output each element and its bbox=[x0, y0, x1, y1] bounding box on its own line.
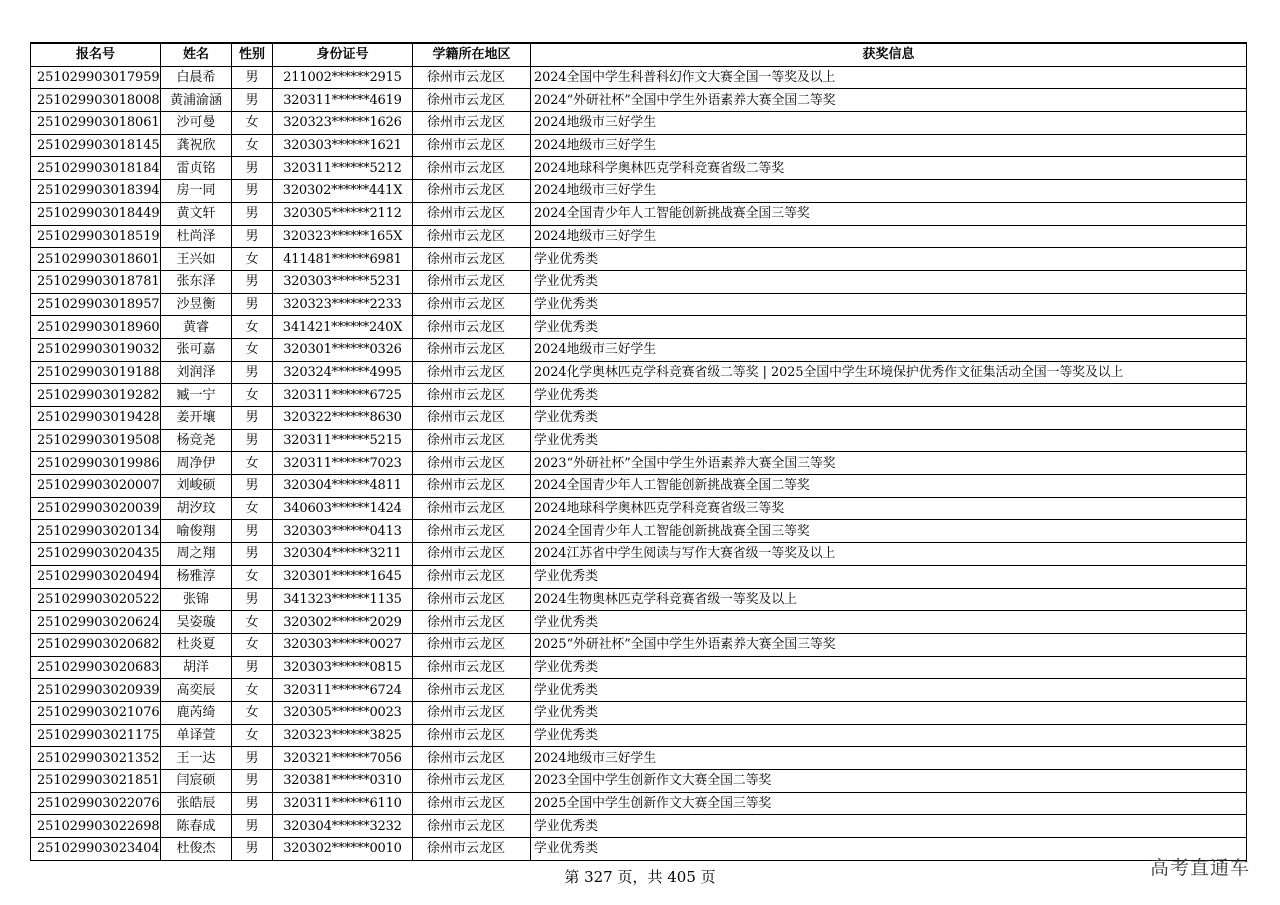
name-cell: 黄睿 bbox=[161, 316, 232, 339]
id-number-cell: 341421******240X bbox=[273, 316, 413, 339]
registration-no-cell: 251029903020007 bbox=[31, 475, 161, 498]
id-number-cell: 320303******5231 bbox=[273, 270, 413, 293]
award-info-cell: 2024地级市三好学生 bbox=[531, 180, 1247, 203]
table-row bbox=[31, 724, 1247, 747]
region-cell: 徐州市云龙区 bbox=[413, 407, 531, 430]
name-cell: 白晨希 bbox=[161, 66, 232, 89]
gender-cell: 男 bbox=[232, 66, 273, 89]
registration-no-cell: 251029903021076 bbox=[31, 701, 161, 724]
award-info-cell: 学业优秀类 bbox=[531, 429, 1247, 452]
region-cell: 徐州市云龙区 bbox=[413, 361, 531, 384]
award-info-cell: 2024全国中学生科普科幻作文大赛全国一等奖及以上 bbox=[531, 66, 1247, 89]
region-cell: 徐州市云龙区 bbox=[413, 134, 531, 157]
name-cell: 房一同 bbox=[161, 180, 232, 203]
name-cell: 姜开壤 bbox=[161, 407, 232, 430]
award-info-cell: 2024地球科学奥林匹克学科竞赛省级三等奖 bbox=[531, 497, 1247, 520]
gender-cell: 男 bbox=[232, 770, 273, 793]
table-row bbox=[31, 588, 1247, 611]
table-row bbox=[31, 225, 1247, 248]
name-cell: 龚祝欣 bbox=[161, 134, 232, 157]
region-cell: 徐州市云龙区 bbox=[413, 633, 531, 656]
registration-no-cell: 251029903018957 bbox=[31, 293, 161, 316]
region-cell: 徐州市云龙区 bbox=[413, 724, 531, 747]
table-row bbox=[31, 180, 1247, 203]
table-row bbox=[31, 293, 1247, 316]
name-cell: 雷贞铭 bbox=[161, 157, 232, 180]
name-cell: 黄文轩 bbox=[161, 202, 232, 225]
id-number-cell: 320323******3825 bbox=[273, 724, 413, 747]
award-info-cell: 2024地级市三好学生 bbox=[531, 747, 1247, 770]
region-cell: 徐州市云龙区 bbox=[413, 611, 531, 634]
name-cell: 高奕辰 bbox=[161, 679, 232, 702]
name-cell: 沙可曼 bbox=[161, 112, 232, 135]
region-cell: 徐州市云龙区 bbox=[413, 293, 531, 316]
award-info-cell: 2024生物奥林匹克学科竞赛省级一等奖及以上 bbox=[531, 588, 1247, 611]
header-registration-no: 报名号 bbox=[31, 43, 161, 66]
gender-cell: 男 bbox=[232, 838, 273, 861]
gender-cell: 男 bbox=[232, 225, 273, 248]
registration-no-cell: 251029903023404 bbox=[31, 838, 161, 861]
award-info-cell: 学业优秀类 bbox=[531, 316, 1247, 339]
header-id-number: 身份证号 bbox=[273, 43, 413, 66]
table-row bbox=[31, 815, 1247, 838]
registration-no-cell: 251029903018008 bbox=[31, 89, 161, 112]
gender-cell: 女 bbox=[232, 338, 273, 361]
id-number-cell: 320324******4995 bbox=[273, 361, 413, 384]
gender-cell: 女 bbox=[232, 701, 273, 724]
table-row bbox=[31, 679, 1247, 702]
region-cell: 徐州市云龙区 bbox=[413, 497, 531, 520]
region-cell: 徐州市云龙区 bbox=[413, 157, 531, 180]
name-cell: 杜炎夏 bbox=[161, 633, 232, 656]
gender-cell: 男 bbox=[232, 157, 273, 180]
award-info-cell: 学业优秀类 bbox=[531, 384, 1247, 407]
table-row bbox=[31, 89, 1247, 112]
registration-no-cell: 251029903018519 bbox=[31, 225, 161, 248]
name-cell: 陈春成 bbox=[161, 815, 232, 838]
region-cell: 徐州市云龙区 bbox=[413, 701, 531, 724]
region-cell: 徐州市云龙区 bbox=[413, 429, 531, 452]
id-number-cell: 320311******5212 bbox=[273, 157, 413, 180]
gender-cell: 男 bbox=[232, 475, 273, 498]
name-cell: 单译萱 bbox=[161, 724, 232, 747]
gender-cell: 女 bbox=[232, 112, 273, 135]
id-number-cell: 320305******2112 bbox=[273, 202, 413, 225]
id-number-cell: 320304******4811 bbox=[273, 475, 413, 498]
table-row bbox=[31, 520, 1247, 543]
region-cell: 徐州市云龙区 bbox=[413, 338, 531, 361]
region-cell: 徐州市云龙区 bbox=[413, 588, 531, 611]
region-cell: 徐州市云龙区 bbox=[413, 770, 531, 793]
registration-no-cell: 251029903019986 bbox=[31, 452, 161, 475]
table-row bbox=[31, 838, 1247, 861]
name-cell: 张锦 bbox=[161, 588, 232, 611]
awards-table bbox=[30, 42, 1247, 861]
gender-cell: 男 bbox=[232, 89, 273, 112]
name-cell: 杜俊杰 bbox=[161, 838, 232, 861]
id-number-cell: 320302******2029 bbox=[273, 611, 413, 634]
name-cell: 杨雅淳 bbox=[161, 565, 232, 588]
header-region: 学籍所在地区 bbox=[413, 43, 531, 66]
registration-no-cell: 251029903021175 bbox=[31, 724, 161, 747]
region-cell: 徐州市云龙区 bbox=[413, 543, 531, 566]
gender-cell: 男 bbox=[232, 293, 273, 316]
registration-no-cell: 251029903020683 bbox=[31, 656, 161, 679]
registration-no-cell: 251029903020039 bbox=[31, 497, 161, 520]
table-row bbox=[31, 633, 1247, 656]
id-number-cell: 340603******1424 bbox=[273, 497, 413, 520]
id-number-cell: 320301******0326 bbox=[273, 338, 413, 361]
registration-no-cell: 251029903020134 bbox=[31, 520, 161, 543]
region-cell: 徐州市云龙区 bbox=[413, 89, 531, 112]
award-info-cell: 2023“外研社杯”全国中学生外语素养大赛全国三等奖 bbox=[531, 452, 1247, 475]
header-gender: 性别 bbox=[232, 43, 273, 66]
watermark-logo-text: 高考直通车 bbox=[1149, 857, 1250, 879]
registration-no-cell: 251029903017959 bbox=[31, 66, 161, 89]
id-number-cell: 320323******2233 bbox=[273, 293, 413, 316]
table-row bbox=[31, 202, 1247, 225]
table-row bbox=[31, 270, 1247, 293]
registration-no-cell: 251029903020494 bbox=[31, 565, 161, 588]
region-cell: 徐州市云龙区 bbox=[413, 815, 531, 838]
registration-no-cell: 251029903020522 bbox=[31, 588, 161, 611]
table-row bbox=[31, 112, 1247, 135]
award-info-cell: 学业优秀类 bbox=[531, 293, 1247, 316]
name-cell: 张可嘉 bbox=[161, 338, 232, 361]
id-number-cell: 320311******7023 bbox=[273, 452, 413, 475]
award-info-cell: 2024江苏省中学生阅读与写作大赛省级一等奖及以上 bbox=[531, 543, 1247, 566]
name-cell: 杨竞尧 bbox=[161, 429, 232, 452]
table-row bbox=[31, 384, 1247, 407]
award-info-cell: 2024地级市三好学生 bbox=[531, 134, 1247, 157]
registration-no-cell: 251029903021851 bbox=[31, 770, 161, 793]
registration-no-cell: 251029903019188 bbox=[31, 361, 161, 384]
table-row bbox=[31, 66, 1247, 89]
award-info-cell: 学业优秀类 bbox=[531, 656, 1247, 679]
region-cell: 徐州市云龙区 bbox=[413, 565, 531, 588]
gender-cell: 男 bbox=[232, 202, 273, 225]
id-number-cell: 320311******5215 bbox=[273, 429, 413, 452]
award-info-cell: 学业优秀类 bbox=[531, 815, 1247, 838]
gender-cell: 女 bbox=[232, 633, 273, 656]
registration-no-cell: 251029903022698 bbox=[31, 815, 161, 838]
name-cell: 张皓辰 bbox=[161, 792, 232, 815]
gender-cell: 男 bbox=[232, 361, 273, 384]
award-info-cell: 2025“外研社杯”全国中学生外语素养大赛全国三等奖 bbox=[531, 633, 1247, 656]
id-number-cell: 411481******6981 bbox=[273, 248, 413, 271]
gender-cell: 男 bbox=[232, 429, 273, 452]
award-info-cell: 学业优秀类 bbox=[531, 248, 1247, 271]
region-cell: 徐州市云龙区 bbox=[413, 384, 531, 407]
name-cell: 沙昱衡 bbox=[161, 293, 232, 316]
registration-no-cell: 251029903018061 bbox=[31, 112, 161, 135]
region-cell: 徐州市云龙区 bbox=[413, 202, 531, 225]
name-cell: 王一达 bbox=[161, 747, 232, 770]
table-row bbox=[31, 611, 1247, 634]
award-info-cell: 2025全国中学生创新作文大赛全国三等奖 bbox=[531, 792, 1247, 815]
name-cell: 刘润泽 bbox=[161, 361, 232, 384]
gender-cell: 女 bbox=[232, 724, 273, 747]
id-number-cell: 320323******1626 bbox=[273, 112, 413, 135]
gender-cell: 女 bbox=[232, 679, 273, 702]
id-number-cell: 320303******0815 bbox=[273, 656, 413, 679]
table-row bbox=[31, 248, 1247, 271]
table-row bbox=[31, 747, 1247, 770]
id-number-cell: 320311******4619 bbox=[273, 89, 413, 112]
region-cell: 徐州市云龙区 bbox=[413, 248, 531, 271]
registration-no-cell: 251029903018449 bbox=[31, 202, 161, 225]
award-info-cell: 2024全国青少年人工智能创新挑战赛全国三等奖 bbox=[531, 520, 1247, 543]
registration-no-cell: 251029903020435 bbox=[31, 543, 161, 566]
region-cell: 徐州市云龙区 bbox=[413, 792, 531, 815]
name-cell: 鹿芮绮 bbox=[161, 701, 232, 724]
id-number-cell: 320302******0010 bbox=[273, 838, 413, 861]
region-cell: 徐州市云龙区 bbox=[413, 270, 531, 293]
table-row bbox=[31, 338, 1247, 361]
name-cell: 胡汐玟 bbox=[161, 497, 232, 520]
name-cell: 张东泽 bbox=[161, 270, 232, 293]
gender-cell: 女 bbox=[232, 248, 273, 271]
award-info-cell: 2024地级市三好学生 bbox=[531, 338, 1247, 361]
registration-no-cell: 251029903018781 bbox=[31, 270, 161, 293]
id-number-cell: 320321******7056 bbox=[273, 747, 413, 770]
name-cell: 吴姿璇 bbox=[161, 611, 232, 634]
table-body bbox=[31, 66, 1247, 860]
name-cell: 胡洋 bbox=[161, 656, 232, 679]
table-row bbox=[31, 701, 1247, 724]
name-cell: 黄浦渝涵 bbox=[161, 89, 232, 112]
registration-no-cell: 251029903019508 bbox=[31, 429, 161, 452]
region-cell: 徐州市云龙区 bbox=[413, 225, 531, 248]
table-row bbox=[31, 497, 1247, 520]
registration-no-cell: 251029903022076 bbox=[31, 792, 161, 815]
registration-no-cell: 251029903020939 bbox=[31, 679, 161, 702]
award-info-cell: 2024“外研社杯”全国中学生外语素养大赛全国二等奖 bbox=[531, 89, 1247, 112]
registration-no-cell: 251029903018601 bbox=[31, 248, 161, 271]
gender-cell: 男 bbox=[232, 180, 273, 203]
gender-cell: 女 bbox=[232, 452, 273, 475]
gender-cell: 女 bbox=[232, 565, 273, 588]
id-number-cell: 320301******1645 bbox=[273, 565, 413, 588]
table-row bbox=[31, 316, 1247, 339]
id-number-cell: 320311******6725 bbox=[273, 384, 413, 407]
gender-cell: 男 bbox=[232, 815, 273, 838]
id-number-cell: 320304******3211 bbox=[273, 543, 413, 566]
gender-cell: 女 bbox=[232, 316, 273, 339]
name-cell: 刘峻硕 bbox=[161, 475, 232, 498]
header-name: 姓名 bbox=[161, 43, 232, 66]
gender-cell: 男 bbox=[232, 792, 273, 815]
table-row bbox=[31, 792, 1247, 815]
region-cell: 徐州市云龙区 bbox=[413, 747, 531, 770]
region-cell: 徐州市云龙区 bbox=[413, 475, 531, 498]
id-number-cell: 320311******6110 bbox=[273, 792, 413, 815]
id-number-cell: 320304******3232 bbox=[273, 815, 413, 838]
region-cell: 徐州市云龙区 bbox=[413, 838, 531, 861]
id-number-cell: 320303******1621 bbox=[273, 134, 413, 157]
table-header-row bbox=[31, 43, 1247, 66]
table-row bbox=[31, 361, 1247, 384]
gender-cell: 男 bbox=[232, 520, 273, 543]
gender-cell: 男 bbox=[232, 747, 273, 770]
award-info-cell: 学业优秀类 bbox=[531, 407, 1247, 430]
gender-cell: 男 bbox=[232, 588, 273, 611]
award-info-cell: 2024化学奥林匹克学科竞赛省级二等奖 | 2025全国中学生环境保护优秀作文征集活动全国一等奖及以上 bbox=[531, 361, 1247, 384]
registration-no-cell: 251029903018394 bbox=[31, 180, 161, 203]
table-row bbox=[31, 134, 1247, 157]
id-number-cell: 320323******165X bbox=[273, 225, 413, 248]
table-row bbox=[31, 565, 1247, 588]
region-cell: 徐州市云龙区 bbox=[413, 520, 531, 543]
page-number: 第 327 页，共 405 页 bbox=[564, 868, 716, 886]
gender-cell: 女 bbox=[232, 384, 273, 407]
award-info-cell: 2024地级市三好学生 bbox=[531, 112, 1247, 135]
id-number-cell: 320305******0023 bbox=[273, 701, 413, 724]
id-number-cell: 320302******441X bbox=[273, 180, 413, 203]
region-cell: 徐州市云龙区 bbox=[413, 180, 531, 203]
table-row bbox=[31, 543, 1247, 566]
gender-cell: 男 bbox=[232, 407, 273, 430]
region-cell: 徐州市云龙区 bbox=[413, 112, 531, 135]
award-info-cell: 2024全国青少年人工智能创新挑战赛全国三等奖 bbox=[531, 202, 1247, 225]
registration-no-cell: 251029903019282 bbox=[31, 384, 161, 407]
id-number-cell: 320381******0310 bbox=[273, 770, 413, 793]
id-number-cell: 320311******6724 bbox=[273, 679, 413, 702]
award-info-cell: 2024全国青少年人工智能创新挑战赛全国二等奖 bbox=[531, 475, 1247, 498]
region-cell: 徐州市云龙区 bbox=[413, 656, 531, 679]
registration-no-cell: 251029903021352 bbox=[31, 747, 161, 770]
region-cell: 徐州市云龙区 bbox=[413, 452, 531, 475]
id-number-cell: 211002******2915 bbox=[273, 66, 413, 89]
table-row bbox=[31, 475, 1247, 498]
header-award-info: 获奖信息 bbox=[531, 43, 1247, 66]
registration-no-cell: 251029903018145 bbox=[31, 134, 161, 157]
award-info-cell: 学业优秀类 bbox=[531, 270, 1247, 293]
award-info-cell: 学业优秀类 bbox=[531, 565, 1247, 588]
award-info-cell: 学业优秀类 bbox=[531, 724, 1247, 747]
name-cell: 喻俊翔 bbox=[161, 520, 232, 543]
name-cell: 周净伊 bbox=[161, 452, 232, 475]
id-number-cell: 320303******0413 bbox=[273, 520, 413, 543]
registration-no-cell: 251029903018960 bbox=[31, 316, 161, 339]
award-info-cell: 2023全国中学生创新作文大赛全国二等奖 bbox=[531, 770, 1247, 793]
registration-no-cell: 251029903020682 bbox=[31, 633, 161, 656]
table-row bbox=[31, 429, 1247, 452]
table-row bbox=[31, 452, 1247, 475]
region-cell: 徐州市云龙区 bbox=[413, 316, 531, 339]
table-row bbox=[31, 157, 1247, 180]
name-cell: 闫宸硕 bbox=[161, 770, 232, 793]
gender-cell: 女 bbox=[232, 134, 273, 157]
table-row bbox=[31, 656, 1247, 679]
registration-no-cell: 251029903019428 bbox=[31, 407, 161, 430]
award-info-cell: 学业优秀类 bbox=[531, 679, 1247, 702]
region-cell: 徐州市云龙区 bbox=[413, 66, 531, 89]
gender-cell: 女 bbox=[232, 611, 273, 634]
table-row bbox=[31, 770, 1247, 793]
gender-cell: 男 bbox=[232, 543, 273, 566]
award-info-cell: 学业优秀类 bbox=[531, 701, 1247, 724]
id-number-cell: 320322******8630 bbox=[273, 407, 413, 430]
registration-no-cell: 251029903019032 bbox=[31, 338, 161, 361]
name-cell: 王兴如 bbox=[161, 248, 232, 271]
registration-no-cell: 251029903020624 bbox=[31, 611, 161, 634]
award-info-cell: 学业优秀类 bbox=[531, 838, 1247, 861]
name-cell: 周之翔 bbox=[161, 543, 232, 566]
registration-no-cell: 251029903018184 bbox=[31, 157, 161, 180]
gender-cell: 男 bbox=[232, 270, 273, 293]
award-info-cell: 2024地级市三好学生 bbox=[531, 225, 1247, 248]
name-cell: 臧一宁 bbox=[161, 384, 232, 407]
award-info-cell: 学业优秀类 bbox=[531, 611, 1247, 634]
name-cell: 杜尚泽 bbox=[161, 225, 232, 248]
region-cell: 徐州市云龙区 bbox=[413, 679, 531, 702]
gender-cell: 女 bbox=[232, 497, 273, 520]
id-number-cell: 320303******0027 bbox=[273, 633, 413, 656]
table-row bbox=[31, 407, 1247, 430]
id-number-cell: 341323******1135 bbox=[273, 588, 413, 611]
award-info-cell: 2024地球科学奥林匹克学科竞赛省级二等奖 bbox=[531, 157, 1247, 180]
gender-cell: 男 bbox=[232, 656, 273, 679]
